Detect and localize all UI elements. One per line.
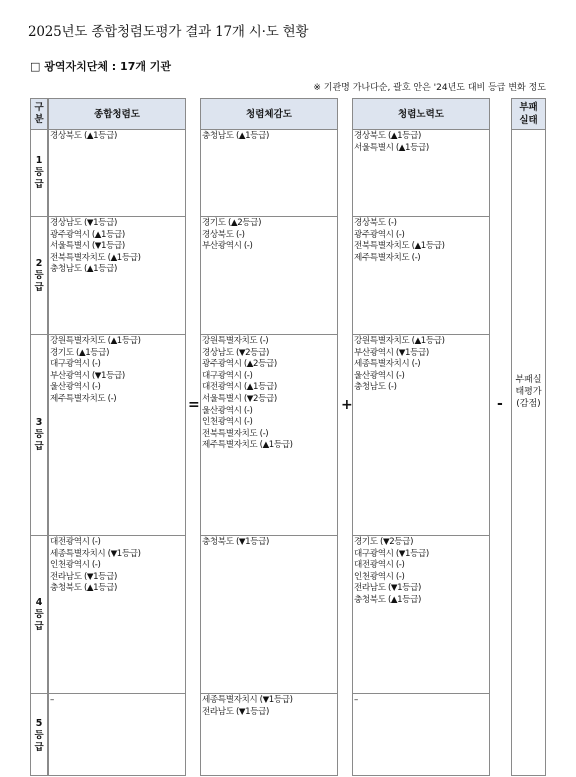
overall-entry: 세종특별자치시 (▼1등급) [50,548,141,559]
effort-entry: 부산광역시 (▼1등급) [354,347,429,358]
category-column [30,98,48,776]
perceived-entry: 대구광역시 (-) [202,370,253,381]
effort-entry: 경상북도 (▲1등급) [354,131,421,141]
effort-entry: 충청북도 (▲1등급) [354,594,421,605]
perceived-entry: 울산광역시 (-) [202,405,253,416]
effort-entry: 전북특별자치도 (▲1등급) [354,241,445,252]
section-subtitle: □ 광역자치단체 : 17개 기관 [30,60,172,73]
perceived-entry: 충청남도 (▲1등급) [202,131,269,141]
overall-entry: 대전광역시 (-) [50,537,101,547]
minus-operator: - [497,396,503,412]
overall-cell [49,536,185,694]
effort-entry: 인천광역시 (-) [354,571,405,582]
overall-entry: 제주특별자치도 (-) [50,393,117,404]
effort-entry: 세종특별자치시 (-) [354,359,421,370]
overall-entry: 전라남도 (▼1등급) [50,571,117,582]
overall-entry: 강원특별자치도 (▲1등급) [50,336,141,346]
effort-entry: – [354,695,358,705]
perceived-entry: 충청북도 (▼1등급) [202,537,269,547]
effort-entry: 광주광역시 (-) [354,229,405,240]
perceived-entry: 세종특별자치시 (▼1등급) [202,695,293,705]
overall-entry: 대구광역시 (-) [50,359,101,370]
grade-label: 2등급 [34,257,44,293]
equals-operator: = [188,397,200,413]
perceived-entry: 경상남도 (▼2등급) [202,347,269,358]
perceived-cell [201,335,337,536]
overall-entry: 부산광역시 (▼1등급) [50,370,125,381]
category-header [31,99,47,130]
perceived-cell [201,694,337,777]
grade-label: 1등급 [34,155,44,190]
grade-cell [31,335,47,536]
corruption-column [511,98,546,776]
effort-column [352,98,490,776]
overall-entry: 충청북도 (▲1등급) [50,583,117,594]
plus-operator: + [341,397,353,413]
effort-cell [353,130,489,217]
effort-entry: 대전광역시 (-) [354,560,405,571]
corruption-header: 부패실태 [512,99,545,130]
overall-cell [49,694,185,777]
perceived-column [200,98,338,776]
grade-cell [31,217,47,335]
effort-entry: 경기도 (▼2등급) [354,537,414,547]
perceived-entry: 대전광역시 (▲1등급) [202,382,277,393]
grade-cell [31,130,47,217]
grade-label: 3등급 [34,417,44,452]
effort-cell [353,694,489,777]
perceived-entry: 경상북도 (-) [202,229,245,240]
perceived-entry: 부산광역시 (-) [202,241,253,252]
perceived-cell [201,217,337,335]
perceived-cell [201,536,337,694]
overall-entry: 경상남도 (▼1등급) [50,218,117,228]
overall-entry: 전북특별자치도 (▲1등급) [50,252,141,263]
perceived-entry: 전북특별자치도 (-) [202,428,269,439]
overall-cell [49,217,185,335]
overall-cell [49,335,185,536]
effort-entry: 제주특별자치도 (-) [354,252,421,263]
effort-entry: 강원특별자치도 (▲1등급) [354,336,445,346]
overall-entry: 광주광역시 (▲1등급) [50,229,125,240]
overall-entry: 경상북도 (▲1등급) [50,131,117,141]
effort-cell [353,217,489,335]
perceived-header: 청렴체감도 [201,99,337,130]
effort-cell [353,335,489,536]
overall-cell [49,130,185,217]
effort-header: 청렴노력도 [353,99,489,130]
category-header-label: 구분 [34,102,44,125]
page-title: 2025년도 종합청렴도평가 결과 17개 시·도 현황 [28,24,309,40]
overall-column [48,98,186,776]
grade-label: 5등급 [34,717,44,753]
overall-entry: 충청남도 (▲1등급) [50,264,117,275]
effort-entry: 울산광역시 (-) [354,370,405,381]
sort-note: ※ 기관명 가나다순, 괄호 안은 '24년도 대비 등급 변화 정도 [313,83,546,93]
grade-cell [31,694,47,777]
overall-entry: – [50,695,54,705]
effort-entry: 서울특별시 (▲1등급) [354,142,429,153]
perceived-entry: 경기도 (▲2등급) [202,218,262,228]
effort-entry: 전라남도 (▼1등급) [354,583,421,594]
perceived-entry: 서울특별시 (▼2등급) [202,393,277,404]
effort-entry: 대구광역시 (▼1등급) [354,548,429,559]
overall-header: 종합청렴도 [49,99,185,130]
results-table [30,98,546,776]
perceived-entry: 인천광역시 (-) [202,417,253,428]
grade-label: 4등급 [34,596,44,632]
effort-entry: 경상북도 (-) [354,218,397,228]
overall-entry: 경기도 (▲1등급) [50,347,110,358]
effort-cell [353,536,489,694]
corruption-text: 부패실태평가(감점) [515,375,542,409]
perceived-entry: 전라남도 (▼1등급) [202,706,269,717]
perceived-entry: 제주특별자치도 (▲1등급) [202,440,293,451]
grade-cell [31,536,47,694]
perceived-cell [201,130,337,217]
overall-entry: 울산광역시 (-) [50,382,101,393]
overall-entry: 서울특별시 (▼1등급) [50,241,125,252]
effort-entry: 충청남도 (-) [354,382,397,393]
overall-entry: 인천광역시 (-) [50,560,101,571]
perceived-entry: 광주광역시 (▲2등급) [202,359,277,370]
perceived-entry: 강원특별자치도 (-) [202,336,269,346]
